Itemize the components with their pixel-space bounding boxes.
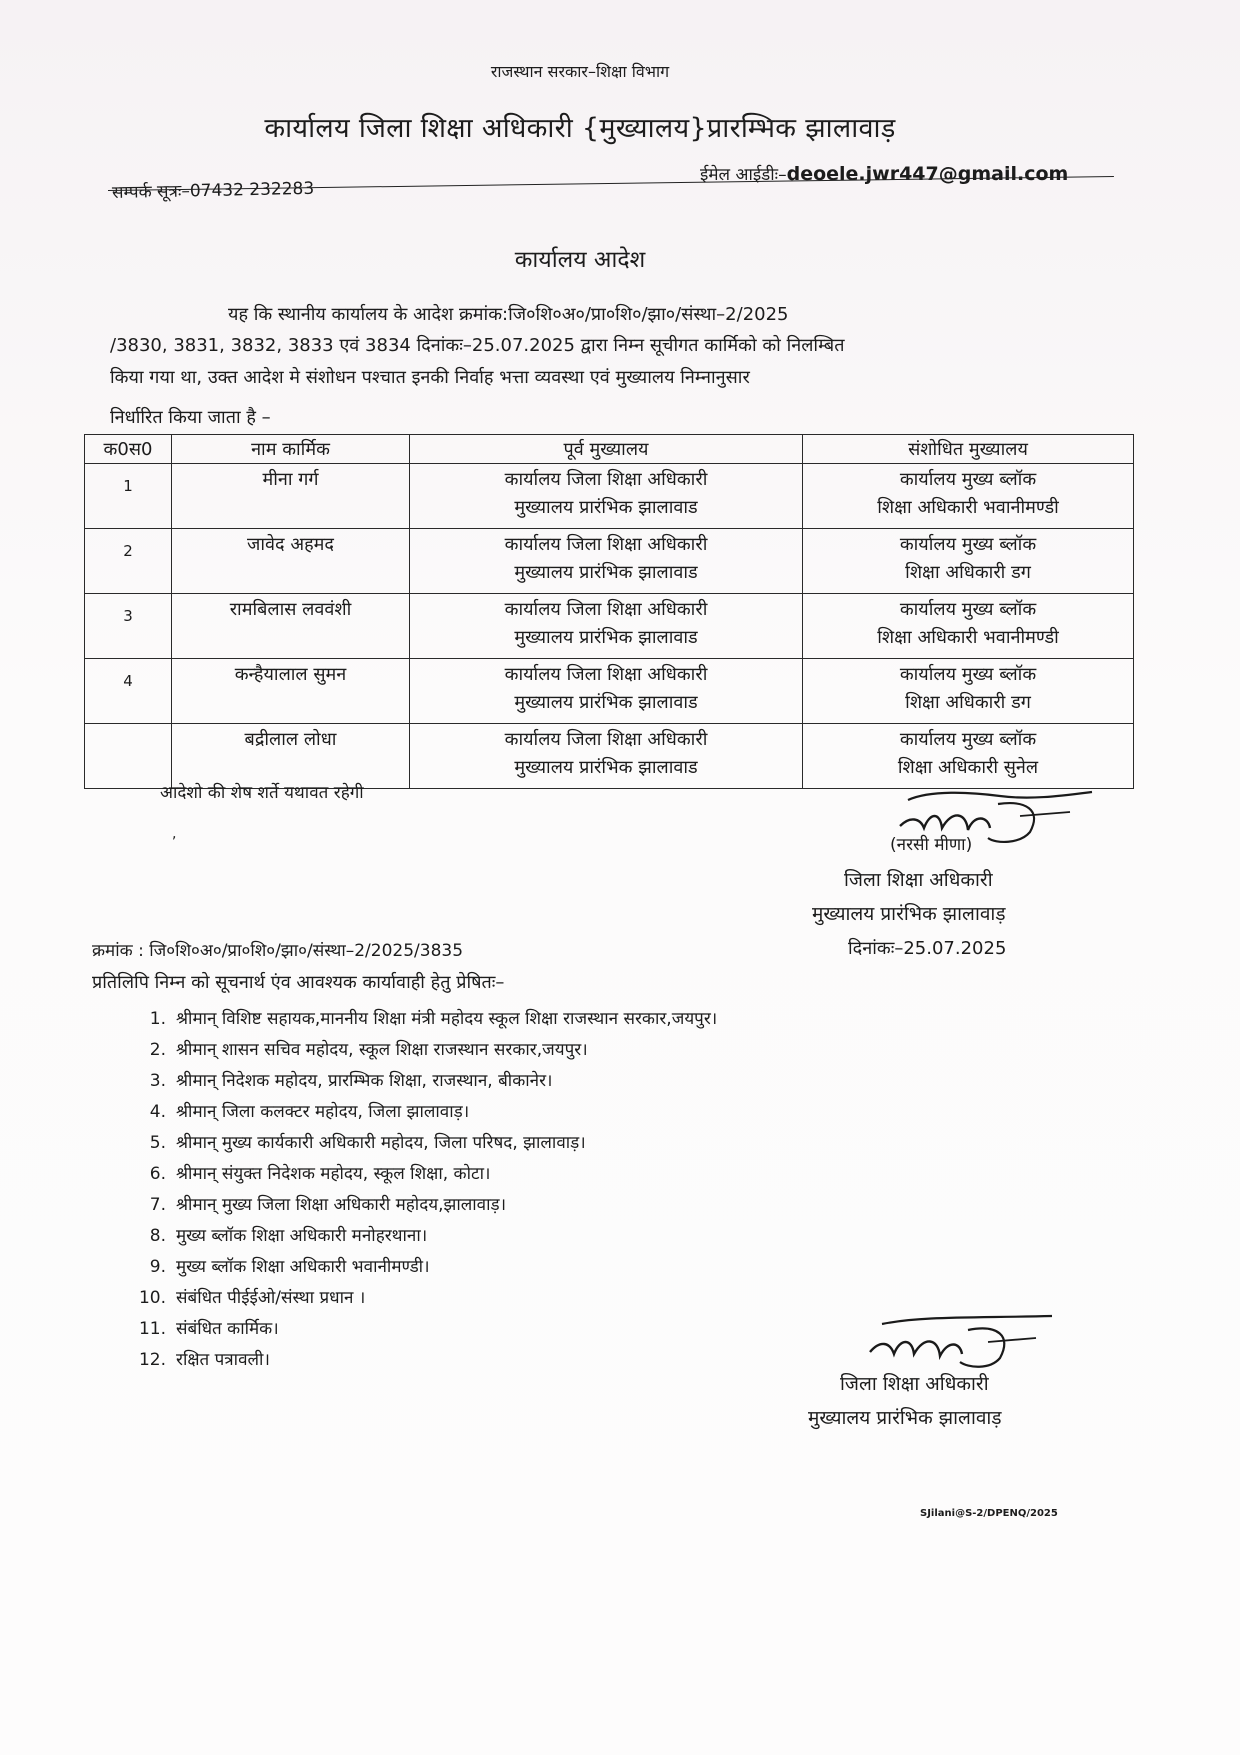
serial-number: 2: [85, 529, 172, 594]
employee-name: मीना गर्ग: [172, 464, 410, 529]
body-paragraph-line: यह कि स्थानीय कार्यालय के आदेश क्रमांक:जि०शि०अ०/प्रा०शि०/झा०/संस्था–2/2025: [228, 304, 789, 325]
email-label: ईमेल आईडीः–: [700, 165, 787, 185]
copy-intro: प्रतिलिपि निम्न को सूचनार्थ एंव आवश्यक कार्यावाही हेतु प्रेषितः–: [92, 972, 505, 993]
revised-hq: कार्यालय मुख्य ब्लॉक शिक्षा अधिकारी भवानीमण्डी: [803, 594, 1134, 659]
employee-name: बद्रीलाल लोधा: [172, 724, 410, 789]
list-item: 12. रक्षित पत्रावली।: [138, 1350, 270, 1370]
serial-number: 3: [85, 594, 172, 659]
column-header-name: नाम कार्मिक: [172, 435, 410, 464]
list-item: 5. श्रीमान् मुख्य कार्यकारी अधिकारी महोदय, जिला परिषद, झालावाड़।: [149, 1133, 586, 1153]
serial-number: [85, 724, 172, 789]
footer-reference: SJilani@S-2/DPENQ/2025: [920, 1508, 1058, 1519]
column-header-revised-hq: संशोधित मुख्यालय: [803, 435, 1134, 464]
signatory-office: मुख्यालय प्रारंभिक झालावाड़: [812, 903, 1006, 925]
list-item: 4. श्रीमान् जिला कलक्टर महोदय, जिला झालावाड़।: [149, 1102, 470, 1122]
list-item: 2. श्रीमान् शासन सचिव महोदय, स्कूल शिक्षा राजस्थान सरकार,जयपुर।: [149, 1040, 588, 1060]
list-item: 3. श्रीमान् निदेशक महोदय, प्रारम्भिक शिक्षा, राजस्थान, बीकानेर।: [149, 1071, 553, 1091]
employee-name: जावेद अहमद: [172, 529, 410, 594]
previous-hq: कार्यालय जिला शिक्षा अधिकारी मुख्यालय प्रारंभिक झालावाड: [410, 659, 803, 724]
table-row: [85, 594, 1134, 659]
revised-hq: कार्यालय मुख्य ब्लॉक शिक्षा अधिकारी डग: [803, 659, 1134, 724]
email-address: deoele.jwr447@gmail.com: [786, 163, 1069, 185]
table-row: [85, 659, 1134, 724]
table-row: [85, 529, 1134, 594]
signatory-name: (नरसी मीणा): [890, 835, 973, 855]
column-header-previous-hq: पूर्व मुख्यालय: [410, 435, 803, 464]
table-header-row: [85, 435, 1134, 464]
employee-name: कन्हैयालाल सुमन: [172, 659, 410, 724]
previous-hq: कार्यालय जिला शिक्षा अधिकारी मुख्यालय प्रारंभिक झालावाड: [410, 724, 803, 789]
stray-mark: ,: [172, 826, 177, 842]
contact-label: सम्पर्क सूत्रः–: [111, 181, 191, 203]
list-item: 7. श्रीमान् मुख्य जिला शिक्षा अधिकारी महोदय,झालावाड़।: [149, 1195, 507, 1215]
copy-recipient-list: [128, 1004, 717, 1376]
table-row: [85, 464, 1134, 529]
column-header-sr: क0स0: [85, 435, 172, 464]
list-item: 9. मुख्य ब्लॉक शिक्षा अधिकारी भवानीमण्डी।: [149, 1257, 430, 1277]
signatory2-designation: जिला शिक्षा अधिकारी: [840, 1373, 989, 1395]
order-heading: कार्यालय आदेश: [514, 247, 646, 273]
order-number: क्रमांक : जि०शि०अ०/प्रा०शि०/झा०/संस्था–2/2025/3835: [92, 941, 464, 961]
previous-hq: कार्यालय जिला शिक्षा अधिकारी मुख्यालय प्रारंभिक झालावाड: [410, 594, 803, 659]
previous-hq: कार्यालय जिला शिक्षा अधिकारी मुख्यालय प्रारंभिक झालावाड: [410, 464, 803, 529]
remaining-terms-note: आदेशो की शेष शर्ते यथावत रहेगी: [160, 783, 364, 803]
revised-hq: कार्यालय मुख्य ब्लॉक शिक्षा अधिकारी डग: [803, 529, 1134, 594]
department-header: राजस्थान सरकार–शिक्षा विभाग: [490, 62, 670, 81]
body-paragraph-line: किया गया था, उक्त आदेश मे संशोधन पश्चात इनकी निर्वाह भत्ता व्यवस्था एवं मुख्यालय निम्नानुसार: [110, 367, 750, 388]
serial-number: 4: [85, 659, 172, 724]
revised-hq: कार्यालय मुख्य ब्लॉक शिक्षा अधिकारी भवानीमण्डी: [803, 464, 1134, 529]
signatory-designation: जिला शिक्षा अधिकारी: [844, 869, 993, 891]
body-paragraph-line: /3830, 3831, 3832, 3833 एवं 3834 दिनांकः–25.07.2025 द्वारा निम्न सूचीगत कार्मिको को निलम्बित: [110, 335, 845, 356]
signatory2-office: मुख्यालय प्रारंभिक झालावाड़: [808, 1407, 1002, 1429]
order-date: दिनांकः–25.07.2025: [848, 938, 1007, 959]
table-row: [85, 724, 1134, 789]
employee-table: [84, 434, 1134, 789]
signature-2: [852, 1310, 1062, 1374]
list-item: 11. संबंधित कार्मिक।: [138, 1319, 279, 1339]
list-item: 1. श्रीमान् विशिष्ट सहायक,माननीय शिक्षा मंत्री महोदय स्कूल शिक्षा राजस्थान सरकार,जयपुर।: [149, 1009, 718, 1029]
revised-hq: कार्यालय मुख्य ब्लॉक शिक्षा अधिकारी सुनेल: [803, 724, 1134, 789]
contact-number: 07432 232283: [189, 178, 315, 202]
serial-number: 1: [85, 464, 172, 529]
previous-hq: कार्यालय जिला शिक्षा अधिकारी मुख्यालय प्रारंभिक झालावाड: [410, 529, 803, 594]
list-item: 8. मुख्य ब्लॉक शिक्षा अधिकारी मनोहरथाना।: [149, 1226, 428, 1246]
body-paragraph-line: निर्धारित किया जाता है –: [110, 407, 271, 428]
list-item: 6. श्रीमान् संयुक्त निदेशक महोदय, स्कूल शिक्षा, कोटा।: [149, 1164, 491, 1184]
employee-name: रामबिलास लववंशी: [172, 594, 410, 659]
list-item: 10. संबंधित पीईईओ/संस्था प्रधान ।: [138, 1288, 366, 1308]
office-title: कार्यालय जिला शिक्षा अधिकारी {मुख्यालय}प्रारम्भिक झालावाड़: [264, 113, 896, 144]
